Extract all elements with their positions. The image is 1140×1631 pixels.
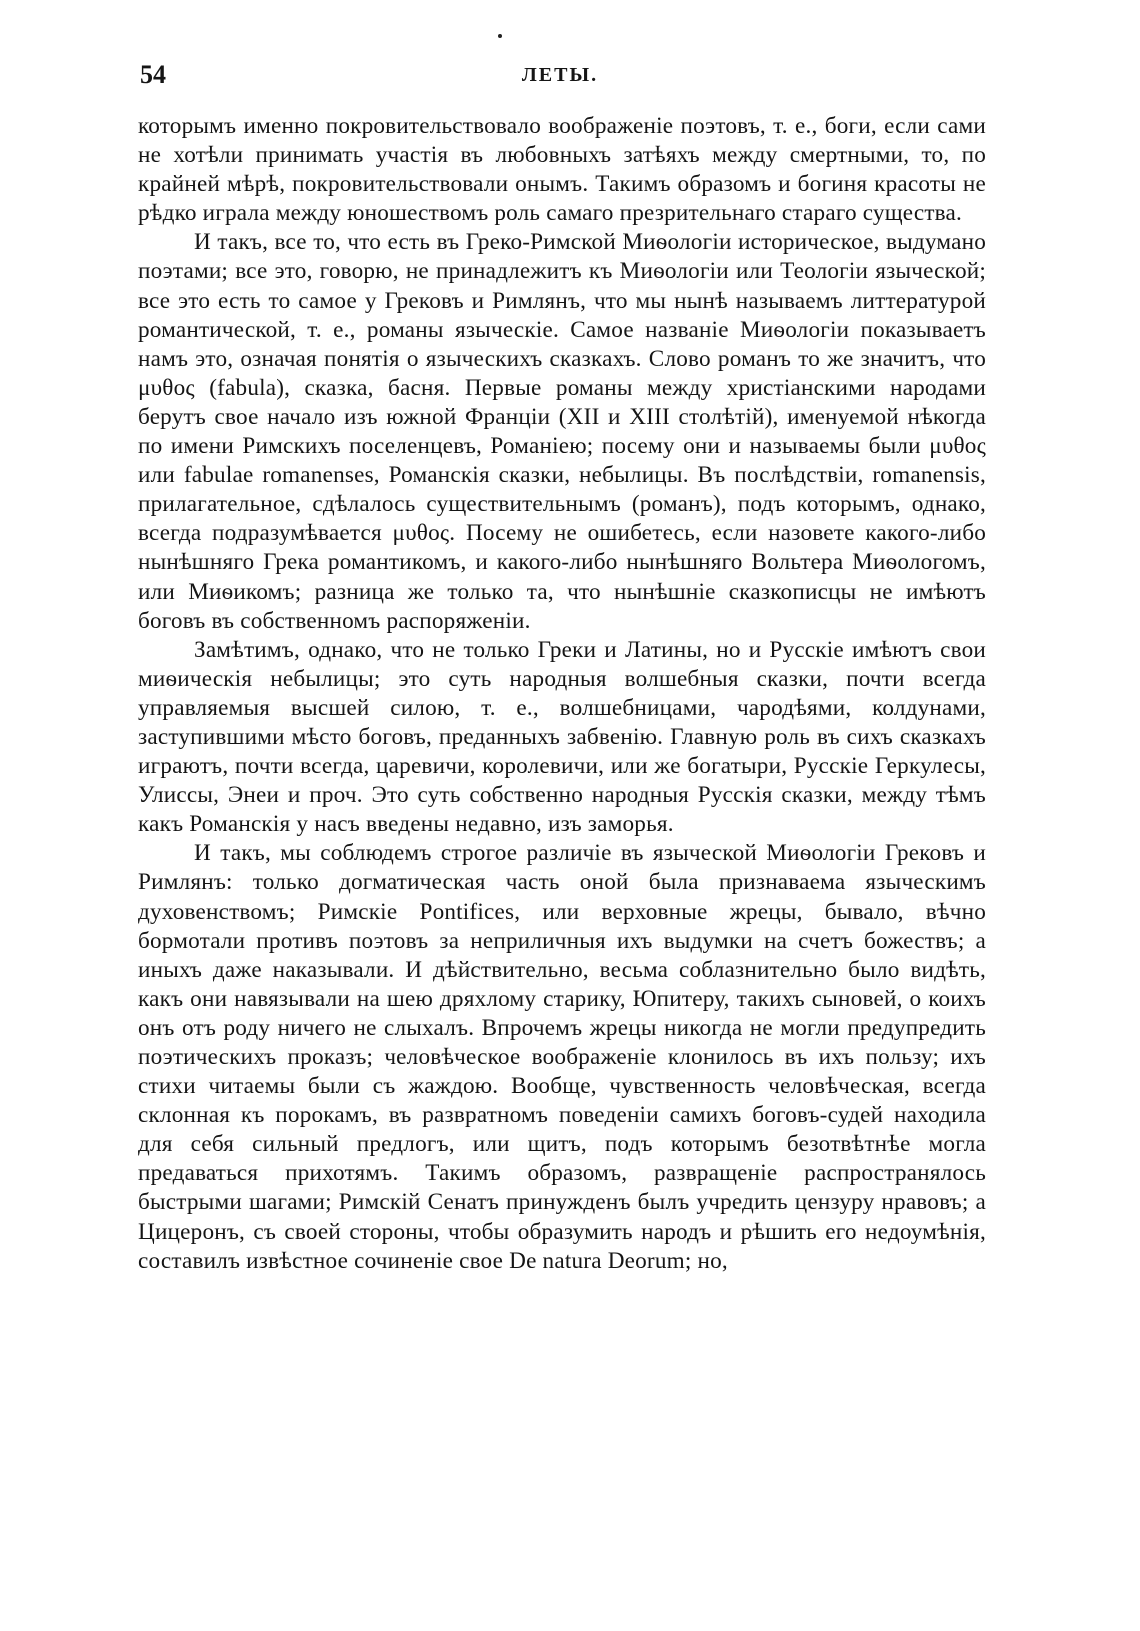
page-title: ЛЕТЫ.	[521, 64, 599, 86]
paragraph-priests-poets: И такъ, мы соблюдемъ строгое различiе въ языческой Миѳологiи Грековъ и Римлянъ: только догматическая часть оной была признаваема языческимъ духовенствомъ; Римскiе Pontifices, или верховные жрецы, бывало, вѣчно бормотали противъ поэтовъ за неприличныя ихъ выдумки на счетъ божествъ; а иныхъ даже наказывали. И дѣйствительно, весьма соблазнительно было видѣть, какъ они навязывали на шею дряхлому старику, Юпитеру, такихъ сыновей, о коихъ онъ отъ роду ничего не слыхалъ. Впрочемъ жрецы никогда не могли предупредить поэтическихъ проказъ; человѣческое воображенiе клонилось въ ихъ пользу; ихъ стихи читаемы были съ жаждою. Вообще, чувственность человѣческая, всегда склонная къ порокамъ, въ развратномъ поведенiи самихъ боговъ-судей находила для себя сильный предлогъ, или щитъ, подъ которымъ безотвѣтнѣе могла предаваться прихотямъ. Такимъ образомъ, развращенiе распространялось быстрыми шагами; Римскiй Сенатъ принужденъ былъ учредить цензуру нравовъ; а Цицеронъ, съ своей стороны, чтобы образумить народъ и рѣшить его недоумѣнiя, составилъ извѣстное сочиненiе свое De natura Deorum; но,	[138, 840, 986, 1274]
paragraph-mythology-romance: И такъ, все то, что есть въ Греко-Римской Миѳологiи историческое, выдумано поэтами; все это, говорю, не принадлежитъ къ Миѳологiи или Теологiи языческой; все это есть то самое у Грековъ и Римлянъ, что мы нынѣ называемъ литтературой романтической, т. е., романы языческiе. Самое названiе Миѳологiи показываетъ намъ это, означая понятiя о языческихъ сказкахъ. Слово романъ то же значитъ, что μυθος (fabula), сказка, басня. Первые романы между христiанскими народами берутъ свое начало изъ южной Францiи (XII и XIII столѣтiй), именуемой нѣкогда по имени Римскихъ поселенцевъ, Романiею; посему они и называемы были μυθος или fabulae romanenses, Романскiя сказки, небылицы. Въ послѣдствiи, romanensis, прилагательное, сдѣлалось существительнымъ (романъ), подъ которымъ, однако, всегда подразумѣвается μυθος. Посему не ошибетесь, если назовете какого-либо нынѣшняго Грека романтикомъ, и какого-либо нынѣшняго Вольтера Миѳологомъ, или Миѳикомъ; разница же только та, что нынѣшнiе сказкописцы не имѣютъ боговъ въ собственномъ распоряженiи.	[138, 229, 986, 634]
text-body	[138, 112, 986, 1276]
paragraph-russian-tales: Замѣтимъ, однако, что не только Греки и Латины, но и Русскiе имѣютъ свои миѳическiя небылицы; это суть народныя волшебныя сказки, почти всегда управляемыя высшей силою, т. е., волшебницами, чародѣями, колдунами, заступившими мѣсто боговъ, преданныхъ забвенiю. Главную роль въ сихъ сказкахъ играютъ, почти всегда, царевичи, королевичи, или же богатыри, Русскiе Геркулесы, Улиссы, Энеи и проч. Это суть собственно народныя Русскiя сказки, между тѣмъ какъ Романскiя у насъ введены недавно, изъ заморья.	[138, 636, 986, 838]
running-head	[140, 60, 980, 94]
print-speck	[498, 34, 502, 38]
page-number: 54	[140, 60, 166, 89]
paragraph-continuation: которымъ именно покровительствовало воображенiе поэтовъ, т. е., боги, если сами не хотѣли принимать участiя въ любовныхъ затѣяхъ между смертными, то, по крайней мѣрѣ, покровительствовали онымъ. Такимъ образомъ и богиня красоты не рѣдко играла между юношествомъ роль самаго презрительнаго стараго существа.	[138, 113, 986, 227]
